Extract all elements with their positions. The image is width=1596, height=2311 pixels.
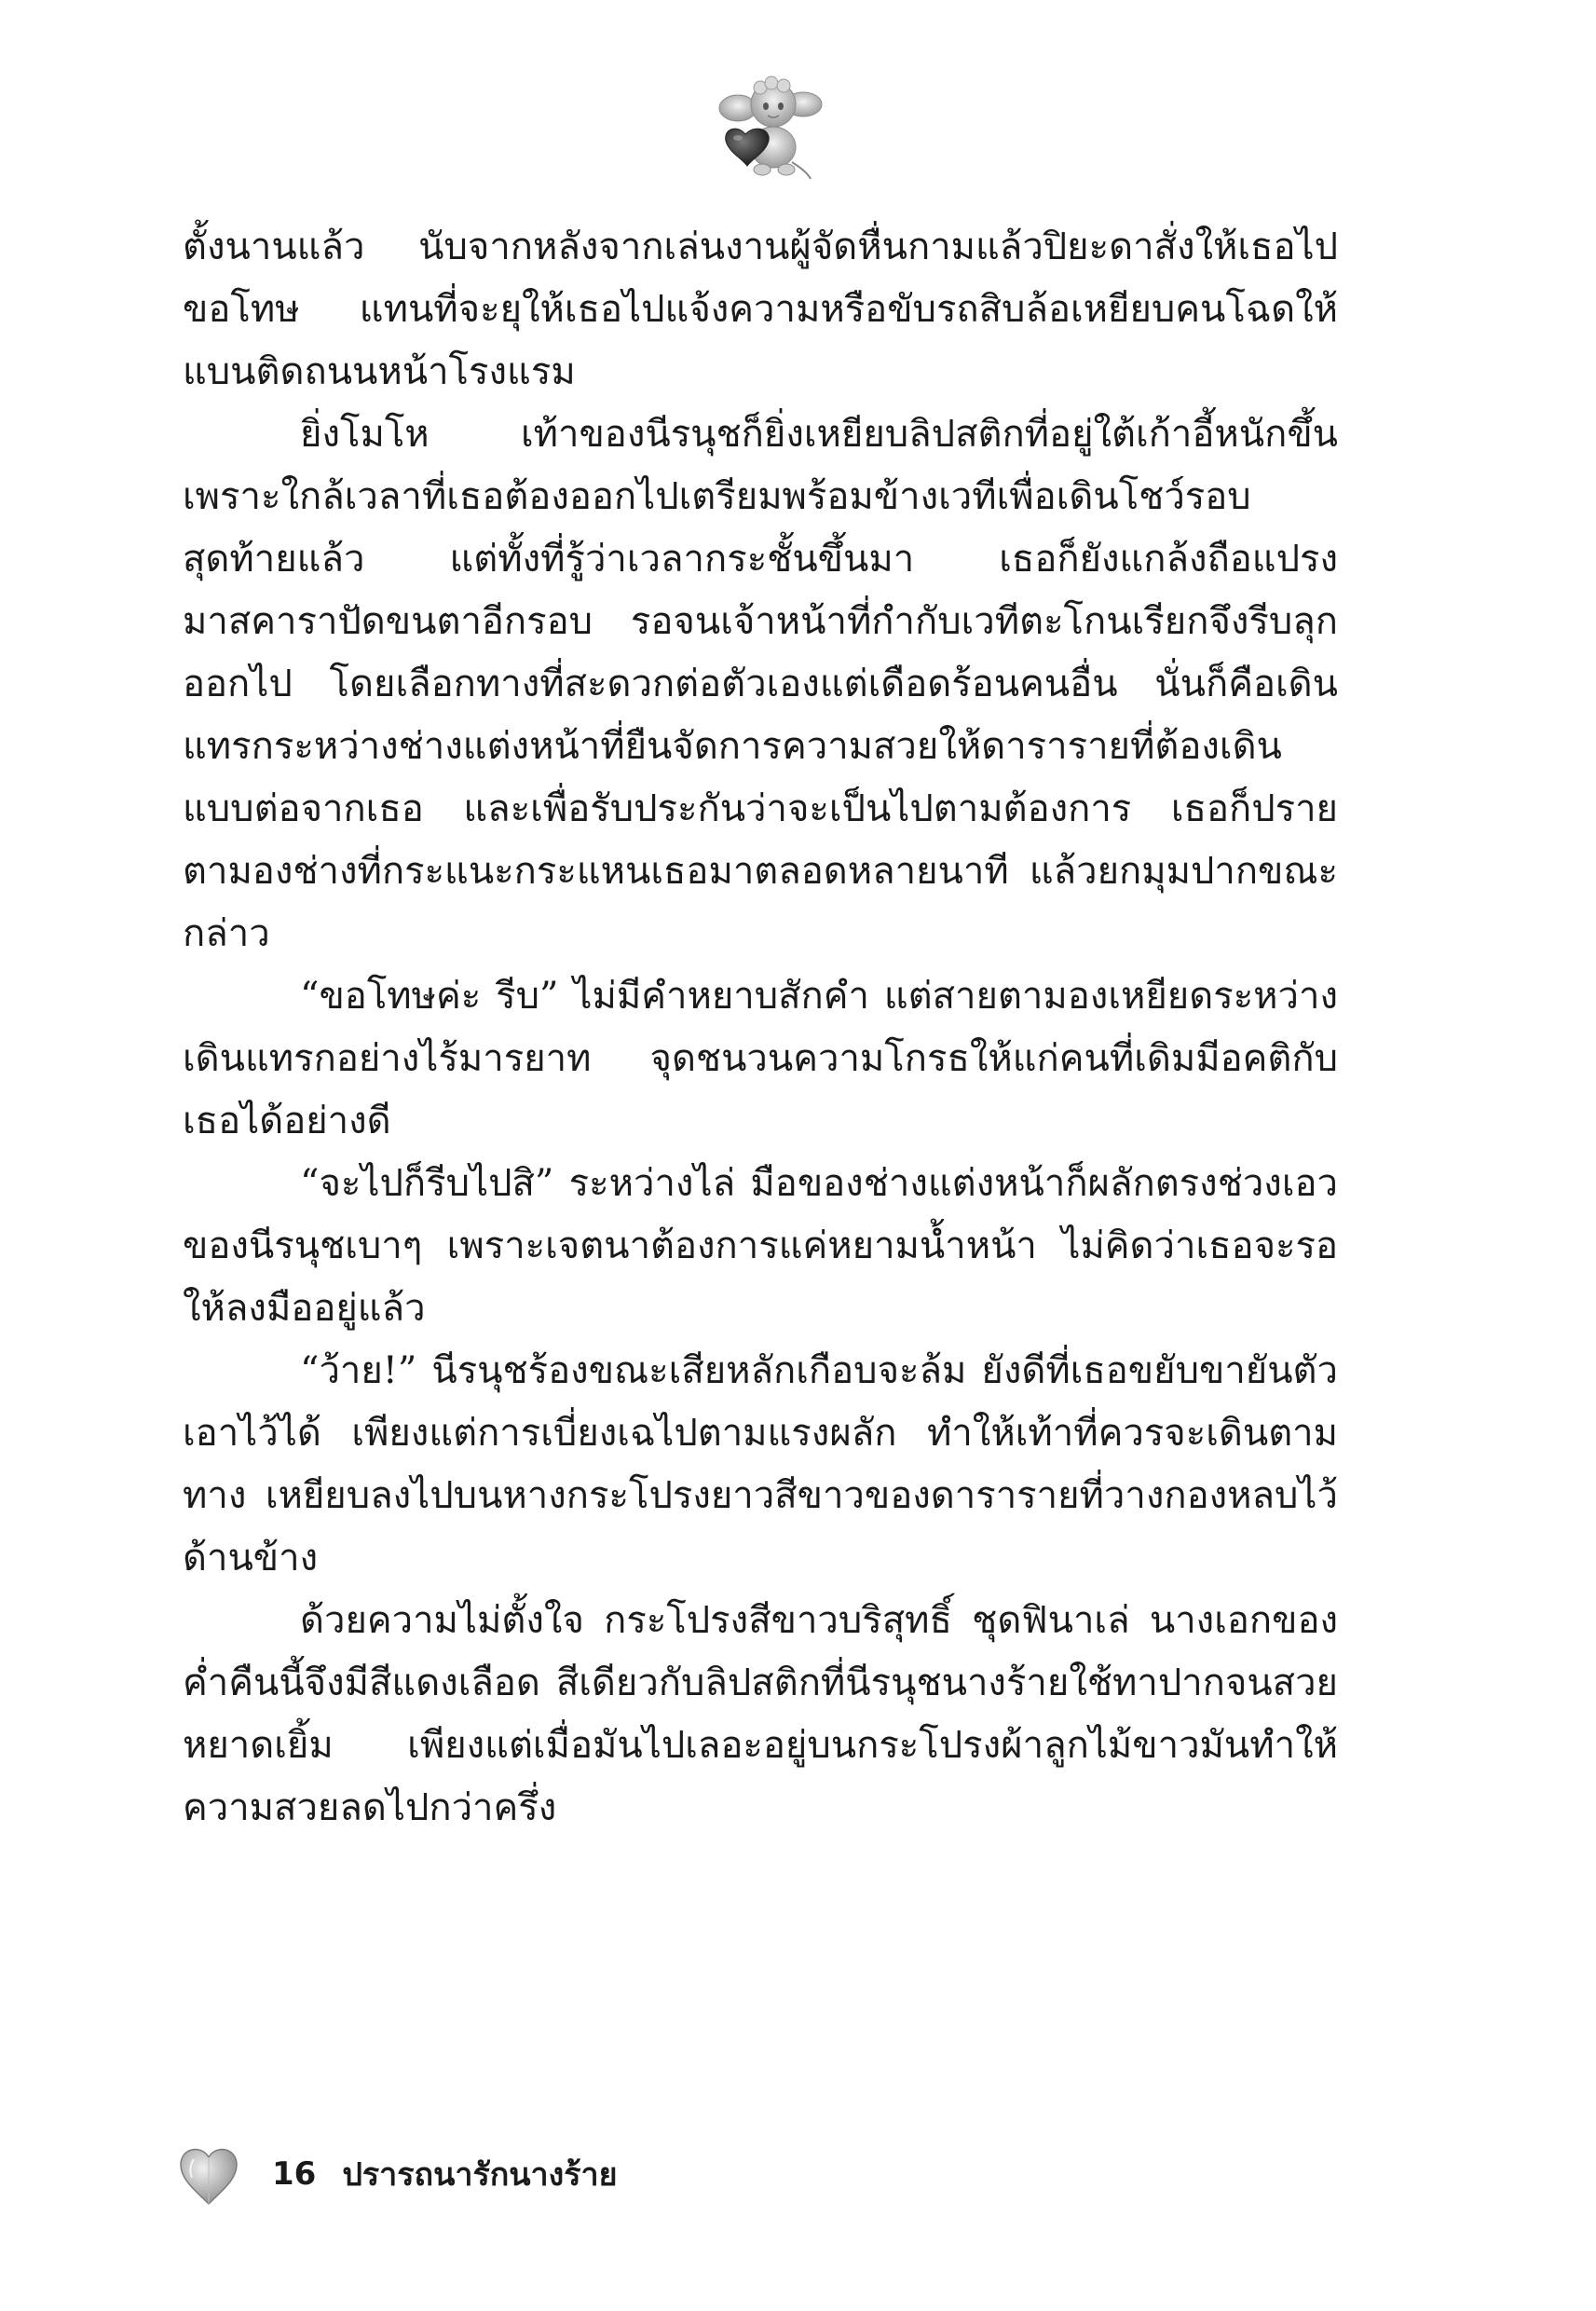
- page-number: 16: [272, 2155, 317, 2193]
- page-footer: [177, 2132, 618, 2216]
- paragraph-4: “จะไปก็รีบไปสิ” ระหว่างไล่ มือของช่างแต่งหน้าก็ผลักตรงช่วงเอวของนีรนุชเบาๆ เพราะเจตนาต้องการแค่หยามน้ำหน้า ไม่คิดว่าเธอจะรอให้ลงมืออยู่แล้ว: [183, 1162, 1338, 1330]
- paragraph-5: “ว้าย!” นีรนุชร้องขณะเสียหลักเกือบจะล้ม ยังดีที่เธอขยับขายันตัวเอาไว้ได้ เพียงแต่การเบี่ยงเฉไปตามแรงผลัก ทำให้เท้าที่ควรจะเดินตามทาง เหยียบลงไปบนหางกระโปรงยาวสีขาวของดารารายที่วางกองหลบไว้ด้านข้าง: [183, 1349, 1338, 1579]
- paragraph-6: ด้วยความไม่ตั้งใจ กระโปรงสีขาวบริสุทธิ์ ชุดฟินาเล่ นางเอกของค่ำคืนนี้จึงมีสีแดงเลือด สีเดียวกับลิปสติกที่นีรนุชนางร้ายใช้ทาปากจนสวยหยาดเยิ้ม เพียงแต่เมื่อมันไปเลอะอยู่บนกระโปรงผ้าลูกไม้ขาวมันทำให้ความสวยลดไปกว่าครึ่ง: [183, 1599, 1338, 1829]
- book-title: ปรารถนารักนางร้าย: [342, 2156, 618, 2194]
- heart-icon: [177, 2140, 240, 2208]
- paragraph-2: ยิ่งโมโห เท้าของนีรนุชก็ยิ่งเหยียบลิปสติกที่อยู่ใต้เก้าอี้หนักขึ้น เพราะใกล้เวลาที่เธอต้องออกไปเตรียมพร้อมข้างเวทีเพื่อเดินโชว์รอบสุดท้ายแล้ว แต่ทั้งที่รู้ว่าเวลากระชั้นขึ้นมา เธอก็ยังแกล้งถือแปรงมาสคาราปัดขนตาอีกรอบ รอจนเจ้าหน้าที่กำกับเวทีตะโกนเรียกจึงรีบลุกออกไป โดยเลือกทางที่สะดวกต่อตัวเองแต่เดือดร้อนคนอื่น นั่นก็คือเดินแทรกระหว่างช่างแต่งหน้าที่ยืนจัดการความสวยให้ดารารายที่ต้องเดินแบบต่อจากเธอ และเพื่อรับประกันว่าจะเป็นไปตามต้องการ เธอก็ปรายตามองช่างที่กระแนะกระแหนเธอมาตลอดหลายนาที แล้วยกมุมปากขณะกล่าว: [183, 413, 1338, 955]
- cupid-holding-heart-icon: [714, 73, 825, 183]
- body-text: [183, 216, 1338, 1839]
- paragraph-3: “ขอโทษค่ะ รีบ” ไม่มีคำหยาบสักคำ แต่สายตามองเหยียดระหว่างเดินแทรกอย่างไร้มารยาท จุดชนวนความโกรธให้แก่คนที่เดิมมีอคติกับเธอได้อย่างดี: [183, 975, 1338, 1142]
- paragraph-1: ตั้งนานแล้ว นับจากหลังจากเล่นงานผู้จัดหื่นกามแล้วปิยะดาสั่งให้เธอไปขอโทษ แทนที่จะยุให้เธอไปแจ้งความหรือขับรถสิบล้อเหยียบคนโฉดให้แบนติดถนนหน้าโรงแรม: [183, 226, 1338, 393]
